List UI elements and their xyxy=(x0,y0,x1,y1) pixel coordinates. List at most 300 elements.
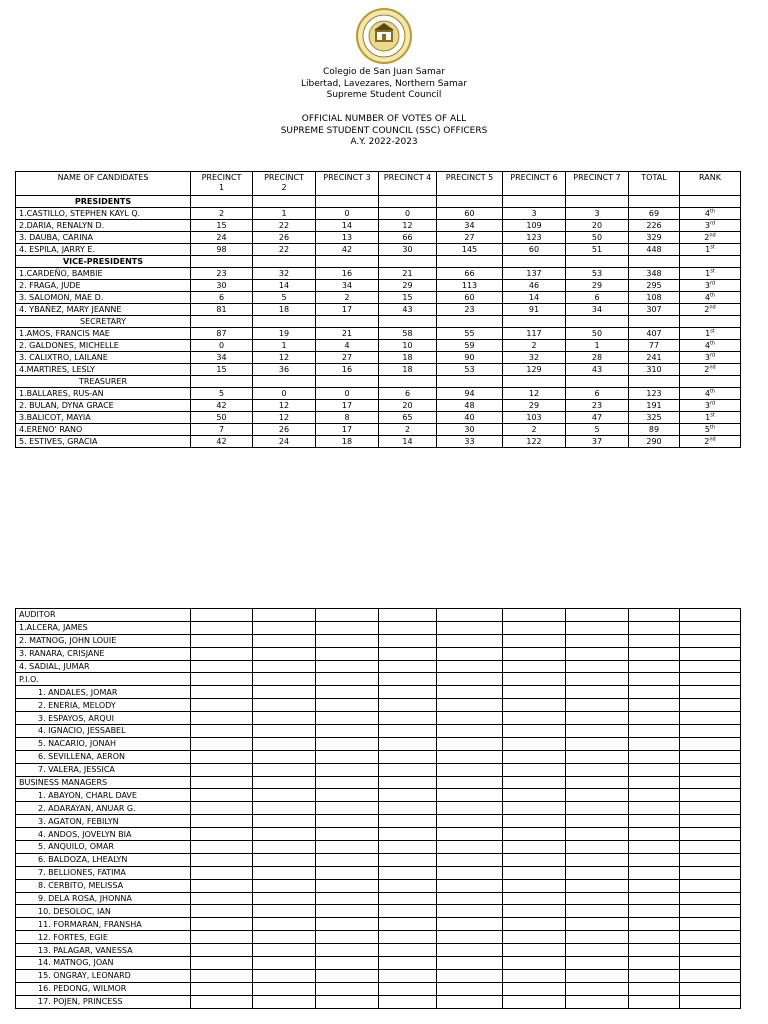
precinct-votes: 50 xyxy=(566,328,629,340)
candidate-name: BUSINESS MANAGERS xyxy=(16,776,191,789)
list-row xyxy=(16,712,741,725)
list-row xyxy=(16,686,741,699)
empty-cell xyxy=(253,256,316,268)
precinct-votes: 24 xyxy=(253,436,316,448)
empty-cell xyxy=(253,712,316,725)
empty-cell xyxy=(379,982,437,995)
precinct-votes: 91 xyxy=(503,304,566,316)
rank-suffix: nd xyxy=(709,304,716,311)
empty-cell xyxy=(379,944,437,957)
candidate-name: P.I.O. xyxy=(16,673,191,686)
empty-cell xyxy=(379,918,437,931)
empty-cell xyxy=(437,931,503,944)
empty-cell xyxy=(629,905,680,918)
empty-cell xyxy=(191,918,253,931)
precinct-votes: 23 xyxy=(437,304,503,316)
rank-cell xyxy=(680,244,741,256)
empty-cell xyxy=(680,866,741,879)
candidate-row xyxy=(16,244,741,256)
list-row xyxy=(16,699,741,712)
empty-cell xyxy=(503,609,566,622)
empty-cell xyxy=(253,376,316,388)
empty-cell xyxy=(680,621,741,634)
empty-cell xyxy=(629,673,680,686)
empty-cell xyxy=(566,725,629,738)
rank-number: 1 xyxy=(705,413,711,422)
list-row xyxy=(16,918,741,931)
empty-cell xyxy=(503,699,566,712)
candidate-row xyxy=(16,424,741,436)
empty-cell xyxy=(680,316,741,328)
candidate-name: 16. PEDONG, WILMOR xyxy=(16,982,191,995)
empty-cell xyxy=(503,918,566,931)
empty-cell xyxy=(629,609,680,622)
precinct-votes: 36 xyxy=(253,364,316,376)
empty-cell xyxy=(437,969,503,982)
candidate-name: 5. ANQUILO, OMAR xyxy=(16,841,191,854)
empty-cell xyxy=(253,918,316,931)
empty-cell xyxy=(566,376,629,388)
empty-cell xyxy=(503,789,566,802)
empty-cell xyxy=(566,196,629,208)
empty-cell xyxy=(629,737,680,750)
precinct-votes: 81 xyxy=(191,304,253,316)
precinct-votes: 30 xyxy=(379,244,437,256)
empty-cell xyxy=(191,609,253,622)
empty-cell xyxy=(629,944,680,957)
rank-suffix: st xyxy=(710,244,715,251)
empty-cell xyxy=(437,712,503,725)
empty-cell xyxy=(680,776,741,789)
empty-cell xyxy=(379,196,437,208)
list-row xyxy=(16,802,741,815)
empty-cell xyxy=(316,316,379,328)
empty-cell xyxy=(253,866,316,879)
empty-cell xyxy=(316,673,379,686)
total-votes: 307 xyxy=(629,304,680,316)
empty-cell xyxy=(503,634,566,647)
rank-suffix: th xyxy=(709,208,716,215)
rank-number: 4 xyxy=(704,293,710,302)
precinct-votes: 46 xyxy=(503,280,566,292)
empty-cell xyxy=(191,944,253,957)
empty-cell xyxy=(191,879,253,892)
total-votes: 310 xyxy=(629,364,680,376)
empty-cell xyxy=(316,841,379,854)
rank-cell xyxy=(680,388,741,400)
list-row xyxy=(16,647,741,660)
precinct-votes: 58 xyxy=(379,328,437,340)
total-votes: 448 xyxy=(629,244,680,256)
empty-cell xyxy=(629,196,680,208)
empty-cell xyxy=(253,802,316,815)
empty-cell xyxy=(629,995,680,1008)
empty-cell xyxy=(316,256,379,268)
empty-cell xyxy=(629,634,680,647)
section-title: TREASURER xyxy=(16,376,191,388)
empty-cell xyxy=(629,892,680,905)
precinct-votes: 33 xyxy=(437,436,503,448)
empty-cell xyxy=(316,737,379,750)
empty-cell xyxy=(503,828,566,841)
candidate-name: 1.ALCERA, JAMES xyxy=(16,621,191,634)
candidate-name: 2. FRAGA, JUDE xyxy=(16,280,191,292)
empty-cell xyxy=(629,750,680,763)
empty-cell xyxy=(503,660,566,673)
empty-cell xyxy=(191,982,253,995)
precinct-votes: 5 xyxy=(191,388,253,400)
precinct-votes: 15 xyxy=(191,364,253,376)
rank-number: 3 xyxy=(704,221,710,230)
empty-cell xyxy=(379,879,437,892)
candidate-name: 3. CALIXTRO, LAILANE xyxy=(16,352,191,364)
empty-cell xyxy=(503,905,566,918)
list-row xyxy=(16,660,741,673)
empty-cell xyxy=(680,673,741,686)
empty-cell xyxy=(253,737,316,750)
section-row xyxy=(16,256,741,268)
empty-cell xyxy=(566,841,629,854)
precinct-votes: 0 xyxy=(191,340,253,352)
empty-cell xyxy=(191,647,253,660)
empty-cell xyxy=(316,621,379,634)
candidate-row xyxy=(16,412,741,424)
empty-cell xyxy=(253,879,316,892)
empty-cell xyxy=(379,686,437,699)
empty-cell xyxy=(316,995,379,1008)
empty-cell xyxy=(253,789,316,802)
section-row xyxy=(16,376,741,388)
list-row xyxy=(16,828,741,841)
empty-cell xyxy=(253,931,316,944)
empty-cell xyxy=(379,256,437,268)
precinct-votes: 22 xyxy=(253,244,316,256)
empty-cell xyxy=(503,995,566,1008)
empty-cell xyxy=(503,931,566,944)
candidate-name: 5. ESTIVES, GRACIA xyxy=(16,436,191,448)
precinct-votes: 109 xyxy=(503,220,566,232)
precinct-votes: 0 xyxy=(379,208,437,220)
empty-cell xyxy=(191,957,253,970)
empty-cell xyxy=(316,892,379,905)
empty-cell xyxy=(379,673,437,686)
empty-cell xyxy=(437,853,503,866)
empty-cell xyxy=(379,660,437,673)
empty-cell xyxy=(680,918,741,931)
empty-cell xyxy=(316,686,379,699)
empty-cell xyxy=(253,995,316,1008)
empty-cell xyxy=(253,634,316,647)
empty-cell xyxy=(629,815,680,828)
empty-cell xyxy=(437,841,503,854)
empty-cell xyxy=(680,853,741,866)
candidate-row xyxy=(16,388,741,400)
candidate-name: 2. MATNOG, JOHN LOUIE xyxy=(16,634,191,647)
candidate-name: 9. DELA ROSA, JHONNA xyxy=(16,892,191,905)
total-votes: 123 xyxy=(629,388,680,400)
list-row xyxy=(16,982,741,995)
precinct-votes: 90 xyxy=(437,352,503,364)
candidate-row xyxy=(16,340,741,352)
rank-suffix: nd xyxy=(709,364,716,371)
rank-number: 5 xyxy=(704,425,710,434)
empty-cell xyxy=(253,647,316,660)
candidate-row xyxy=(16,436,741,448)
precinct-votes: 60 xyxy=(503,244,566,256)
precinct-votes: 26 xyxy=(253,424,316,436)
empty-cell xyxy=(316,853,379,866)
precinct-votes: 5 xyxy=(566,424,629,436)
empty-cell xyxy=(680,957,741,970)
precinct-votes: 18 xyxy=(253,304,316,316)
list-row xyxy=(16,892,741,905)
candidate-name: 2. ADARAYAN, ANUAR G. xyxy=(16,802,191,815)
precinct-votes: 66 xyxy=(437,268,503,280)
list-row xyxy=(16,969,741,982)
empty-cell xyxy=(191,969,253,982)
total-votes: 407 xyxy=(629,328,680,340)
empty-cell xyxy=(503,712,566,725)
precinct-votes: 1 xyxy=(253,208,316,220)
empty-cell xyxy=(503,647,566,660)
candidate-row xyxy=(16,208,741,220)
empty-cell xyxy=(503,376,566,388)
precinct-votes: 10 xyxy=(379,340,437,352)
precinct-votes: 59 xyxy=(437,340,503,352)
empty-cell xyxy=(680,609,741,622)
empty-cell xyxy=(629,879,680,892)
empty-cell xyxy=(191,892,253,905)
empty-cell xyxy=(253,957,316,970)
empty-cell xyxy=(437,918,503,931)
list-row xyxy=(16,957,741,970)
rank-cell xyxy=(680,400,741,412)
precinct-votes: 6 xyxy=(566,292,629,304)
candidate-name: 3.BALICOT, MAYIA xyxy=(16,412,191,424)
school-name: Colegio de San Juan Samar xyxy=(323,67,445,77)
rank-cell xyxy=(680,352,741,364)
precinct-votes: 34 xyxy=(191,352,253,364)
empty-cell xyxy=(379,647,437,660)
candidate-name: 3. RANARA, CRISJANE xyxy=(16,647,191,660)
empty-cell xyxy=(191,866,253,879)
precinct-votes: 2 xyxy=(191,208,253,220)
empty-cell xyxy=(316,634,379,647)
academic-year: A.Y. 2022-2023 xyxy=(350,137,418,147)
precinct-votes: 6 xyxy=(191,292,253,304)
empty-cell xyxy=(503,737,566,750)
rank-cell xyxy=(680,304,741,316)
precinct-votes: 17 xyxy=(316,304,379,316)
empty-cell xyxy=(253,892,316,905)
precinct-votes: 129 xyxy=(503,364,566,376)
precinct-votes: 1 xyxy=(253,340,316,352)
candidate-name: 4. ANDOS, JOVELYN BIA xyxy=(16,828,191,841)
empty-cell xyxy=(379,905,437,918)
column-header: PRECINCT 5 xyxy=(437,172,503,196)
rank-cell xyxy=(680,220,741,232)
candidate-name: 4. YBAÑEZ, MARY JEANNE xyxy=(16,304,191,316)
empty-cell xyxy=(629,660,680,673)
empty-cell xyxy=(680,699,741,712)
precinct-votes: 26 xyxy=(253,232,316,244)
rank-suffix: st xyxy=(710,268,715,275)
empty-cell xyxy=(680,905,741,918)
empty-cell xyxy=(566,892,629,905)
school-address: Libertad, Lavezares, Northern Samar xyxy=(300,78,468,89)
precinct-votes: 137 xyxy=(503,268,566,280)
candidates-list-table xyxy=(15,608,741,1009)
precinct-votes: 123 xyxy=(503,232,566,244)
empty-cell xyxy=(253,316,316,328)
empty-cell xyxy=(379,776,437,789)
precinct-votes: 14 xyxy=(253,280,316,292)
empty-cell xyxy=(316,905,379,918)
rank-number: 4 xyxy=(704,341,710,350)
empty-cell xyxy=(316,969,379,982)
candidate-name: 13. PALAGAR, VANESSA xyxy=(16,944,191,957)
rank-number: 4 xyxy=(704,389,710,398)
empty-cell xyxy=(629,931,680,944)
empty-cell xyxy=(191,841,253,854)
empty-cell xyxy=(253,673,316,686)
precinct-votes: 16 xyxy=(316,268,379,280)
total-votes: 329 xyxy=(629,232,680,244)
candidate-name: 2. ENERIA, MELODY xyxy=(16,699,191,712)
empty-cell xyxy=(379,828,437,841)
empty-cell xyxy=(437,376,503,388)
candidate-name: 4. IGNACIO, JESSABEL xyxy=(16,725,191,738)
empty-cell xyxy=(253,196,316,208)
rank-cell xyxy=(680,280,741,292)
precinct-votes: 21 xyxy=(316,328,379,340)
empty-cell xyxy=(680,969,741,982)
empty-cell xyxy=(629,712,680,725)
empty-cell xyxy=(566,815,629,828)
precinct-votes: 14 xyxy=(503,292,566,304)
candidate-name: 4.MARTIRES, LESLY xyxy=(16,364,191,376)
empty-cell xyxy=(566,621,629,634)
list-row xyxy=(16,621,741,634)
title-line-1: OFFICIAL NUMBER OF VOTES OF ALL xyxy=(301,114,467,124)
empty-cell xyxy=(503,621,566,634)
empty-cell xyxy=(253,969,316,982)
precinct-votes: 43 xyxy=(379,304,437,316)
precinct-votes: 2 xyxy=(379,424,437,436)
precinct-votes: 27 xyxy=(316,352,379,364)
precinct-votes: 16 xyxy=(316,364,379,376)
empty-cell xyxy=(503,776,566,789)
rank-suffix: rd xyxy=(709,220,716,227)
precinct-votes: 47 xyxy=(566,412,629,424)
precinct-votes: 23 xyxy=(191,268,253,280)
empty-cell xyxy=(316,957,379,970)
empty-cell xyxy=(437,866,503,879)
precinct-votes: 20 xyxy=(566,220,629,232)
empty-cell xyxy=(629,776,680,789)
precinct-votes: 42 xyxy=(191,436,253,448)
empty-cell xyxy=(680,995,741,1008)
rank-suffix: rd xyxy=(709,352,716,359)
empty-cell xyxy=(253,841,316,854)
empty-cell xyxy=(680,944,741,957)
candidate-name: 14. MATNOG, JOAN xyxy=(16,957,191,970)
rank-suffix: st xyxy=(710,328,715,335)
precinct-votes: 29 xyxy=(379,280,437,292)
candidate-name: 4. SADIAL, JUMAR xyxy=(16,660,191,673)
precinct-votes: 17 xyxy=(316,424,379,436)
candidate-row xyxy=(16,220,741,232)
precinct-votes: 42 xyxy=(316,244,379,256)
empty-cell xyxy=(191,763,253,776)
empty-cell xyxy=(191,750,253,763)
empty-cell xyxy=(316,944,379,957)
empty-cell xyxy=(566,905,629,918)
rank-suffix: rd xyxy=(709,400,716,407)
empty-cell xyxy=(437,699,503,712)
list-row xyxy=(16,725,741,738)
empty-cell xyxy=(566,828,629,841)
precinct-votes: 7 xyxy=(191,424,253,436)
empty-cell xyxy=(503,750,566,763)
empty-cell xyxy=(253,763,316,776)
empty-cell xyxy=(437,725,503,738)
empty-cell xyxy=(316,982,379,995)
empty-cell xyxy=(503,892,566,905)
empty-cell xyxy=(191,660,253,673)
empty-cell xyxy=(566,879,629,892)
list-row xyxy=(16,763,741,776)
empty-cell xyxy=(629,725,680,738)
rank-suffix: th xyxy=(709,424,716,431)
empty-cell xyxy=(316,750,379,763)
empty-cell xyxy=(437,673,503,686)
rank-number: 3 xyxy=(704,401,710,410)
total-votes: 108 xyxy=(629,292,680,304)
section-title: PRESIDENTS xyxy=(16,196,191,208)
precinct-votes: 32 xyxy=(253,268,316,280)
votes-table xyxy=(15,171,741,448)
candidate-name: 1.BALLARES, RUS-AN xyxy=(16,388,191,400)
precinct-votes: 145 xyxy=(437,244,503,256)
empty-cell xyxy=(566,918,629,931)
candidate-name: 3. ESPAYOS, ARQUI xyxy=(16,712,191,725)
empty-cell xyxy=(566,686,629,699)
candidate-name: 1.AMOS, FRANCIS MAE xyxy=(16,328,191,340)
document-title xyxy=(0,114,768,149)
empty-cell xyxy=(629,686,680,699)
column-header: NAME OF CANDIDATES xyxy=(16,172,191,196)
precinct-votes: 17 xyxy=(316,400,379,412)
empty-cell xyxy=(566,802,629,815)
empty-cell xyxy=(503,841,566,854)
candidate-name: 2. GALDONES, MICHELLE xyxy=(16,340,191,352)
empty-cell xyxy=(253,828,316,841)
rank-cell xyxy=(680,268,741,280)
candidate-name: 4.ERENO' RANO xyxy=(16,424,191,436)
empty-cell xyxy=(191,931,253,944)
rank-number: 2 xyxy=(704,437,710,446)
empty-cell xyxy=(316,918,379,931)
list-row xyxy=(16,737,741,750)
precinct-votes: 87 xyxy=(191,328,253,340)
column-header: PRECINCT 4 xyxy=(379,172,437,196)
empty-cell xyxy=(503,196,566,208)
precinct-votes: 2 xyxy=(503,424,566,436)
empty-cell xyxy=(191,621,253,634)
precinct-votes: 14 xyxy=(379,436,437,448)
rank-number: 1 xyxy=(705,245,711,254)
